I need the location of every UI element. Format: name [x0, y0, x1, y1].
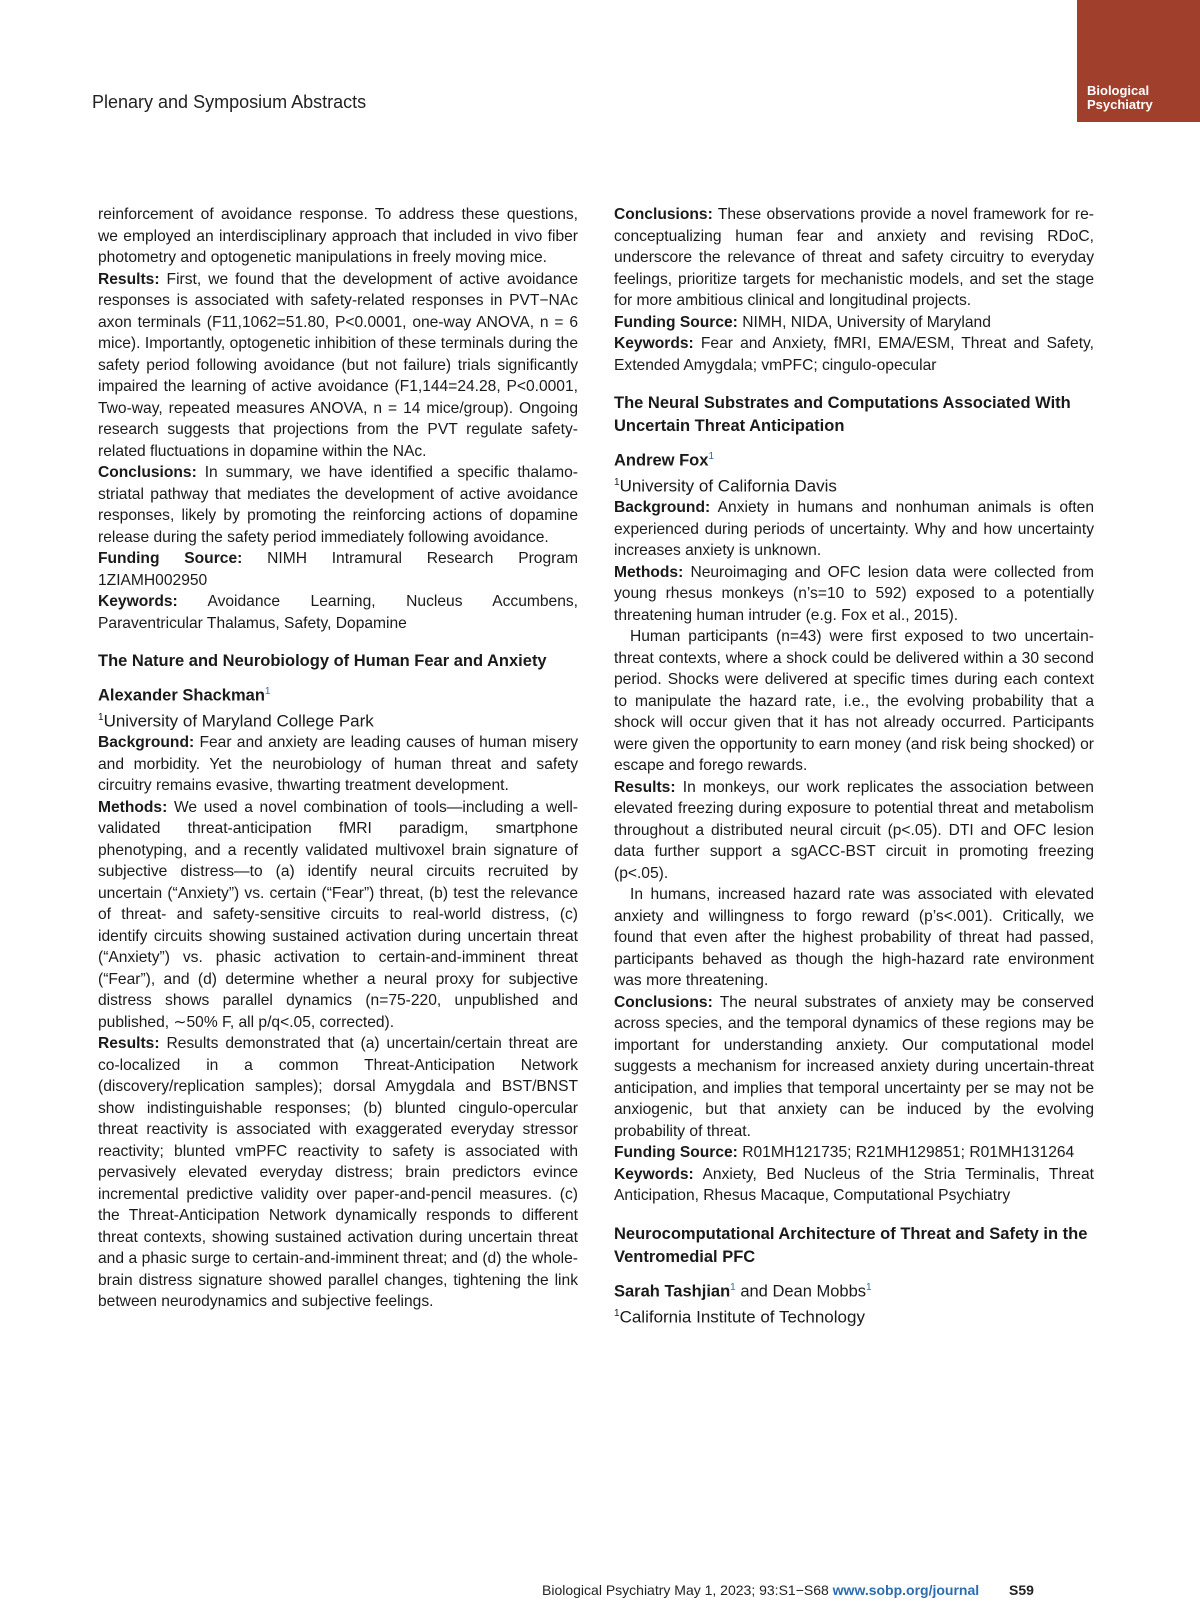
results-section: Results: Results demonstrated that (a) uncertain/certain threat are co-localized in a common Threat-Anticipation Network (discovery/replication samples); dorsal Amygdala and BST/BNST show indistinguishable responses; (b) blunted cingulo-opercular threat reactivity is associated with exaggerated everyday stressor reactivity; blunted vmPFC reactivity to safety is associated with pervasively elevated everyday distress; brain predictors evince incremental predictive validity over paper-and-pencil measures. (c) the Threat-Anticipation Network dynamically responds to different threat contexts, showing sustained activation during uncertain threat and a phasic surge to certain-and-imminent threat; and (d) the whole-brain distress signature showed parallel changes, tightening the link between neurodynamics and subjective feelings. [98, 1035, 578, 1311]
left-column [98, 204, 578, 1313]
author-line: Sarah Tashjian$^1$ and Dean Mobbs$^1$ [614, 1281, 872, 1301]
journal-brand-tab [1077, 0, 1200, 122]
funding-section: Funding Source: R01MH121735; R21MH129851; R01MH131264 [614, 1144, 1075, 1162]
brand-line-2: Psychiatry [1087, 97, 1153, 112]
results-section: Results: First, we found that the development of active avoidance responses is associated with safety-related responses in PVT−NAc axon terminals (F11,1062=51.80, P<0.0001, one-way ANOVA, n = 6 mice). Importantly, optogenetic inhibition of these terminals during the safety period following avoidance (but not failure) trials significantly impaired the learning of active avoidance (F1,144=24.28, P<0.0001, Two-way, repeated measures ANOVA, n = 14 mice/group). Ongoing research suggests that projections from the PVT regulate safety-related fluctuations in dopamine within the NAc. [98, 270, 578, 460]
methods-section: Methods: Neuroimaging and OFC lesion data were collected from young rhesus monkeys (n’s=10 to 592) exposed to a potentially threatening human intruder (e.g. Fox et al., 2015). [614, 563, 1094, 624]
keywords-section: Keywords: Avoidance Learning, Nucleus Accumbens, Paraventricular Thalamus, Safety, Dopamine [98, 593, 578, 632]
author-line: Alexander Shackman$^1$ [98, 686, 271, 705]
funding-section: Funding Source: NIMH, NIDA, University of Maryland [614, 313, 991, 331]
article-title: The Nature and Neurobiology of Human Fear and Anxiety [98, 652, 547, 670]
affiliation: $^1$University of Maryland College Park [98, 711, 374, 731]
right-column [614, 204, 1094, 1328]
conclusions-section: Conclusions: These observations provide a novel framework for re-conceptualizing human fear and anxiety and revising RDoC, underscore the relevance of threat and safety circuitry to everyday feelings, prioritize targets for mechanistic models, and set the stage for more ambitious clinical and longitudinal projects. [614, 206, 1094, 309]
conclusions-section: Conclusions: The neural substrates of anxiety may be conserved across species, and the temporal dynamics of these regions may be important for understanding anxiety. Our computational model suggests a mechanism for increased anxiety during uncertain-threat anticipation, and implies that temporal uncertainty per se may not be anxiogenic, but that anxiety can be induced by the evolving probability of threat. [614, 993, 1094, 1140]
running-header: Plenary and Symposium Abstracts [92, 92, 367, 112]
page-footer [542, 1582, 1034, 1598]
funding-section: Funding Source: NIMH Intramural Research Program 1ZIAMH002950 [98, 550, 578, 589]
page-number: S59 [1009, 1582, 1034, 1598]
article-title: The Neural Substrates and Computations Associated With Uncertain Threat Anticipation [614, 394, 1071, 435]
author-line: Andrew Fox$^1$ [614, 451, 714, 470]
results-continued: In humans, increased hazard rate was associated with elevated anxiety and willingness to forgo reward (p’s<.001). Critically, we found that even after the highest probability of threat had passed, participants behaved as though the high-hazard rate environment was more threatening. [614, 886, 1094, 990]
results-section: Results: In monkeys, our work replicates the association between elevated freezing during exposure to potential threat and metabolism throughout a distributed neural circuit (p<.05). DTI and OFC lesion data further support a sgACC-BST circuit in promoting freezing (p<.05). [614, 778, 1094, 882]
conclusions-section: Conclusions: In summary, we have identified a specific thalamo-striatal pathway that mediates the development of active avoidance responses, likely by promoting the reinforcing actions of dopamine release during the safety period immediately following avoidance. [98, 464, 578, 546]
affiliation: $^1$University of California Davis [614, 476, 837, 496]
background-section: Background: Anxiety in humans and nonhuman animals is often experienced during periods of uncertainty. Why and how uncertainty increases anxiety is unknown. [614, 499, 1094, 560]
methods-continued: Human participants (n=43) were first exposed to two uncertain-threat contexts, where a shock could be delivered within a 30 second period. Shocks were delivered at specific times during each context to manipulate the hazard rate, i.e., the evolving probability that a shock will occur given that it has not already occurred. Participants were given the opportunity to earn money (and risk being shocked) or escape and forego rewards. [614, 628, 1094, 775]
keywords-section: Keywords: Anxiety, Bed Nucleus of the Stria Terminalis, Threat Anticipation, Rhesus Macaque, Computational Psychiatry [614, 1165, 1094, 1205]
article-title: Neurocomputational Architecture of Threat and Safety in the Ventromedial PFC [614, 1224, 1088, 1266]
citation: Biological Psychiatry May 1, 2023; 93:S1−S68 [542, 1582, 829, 1598]
continued-paragraph: reinforcement of avoidance response. To address these questions, we employed an interdisciplinary approach that included in vivo fiber photometry and optogenetic manipulations in freely moving mice. [98, 206, 578, 266]
keywords-section: Keywords: Fear and Anxiety, fMRI, EMA/ESM, Threat and Safety, Extended Amygdala; vmPFC; cingulo-opecular [614, 335, 1094, 374]
affiliation: $^1$California Institute of Technology [614, 1307, 865, 1327]
journal-link[interactable]: www.sobp.org/journal [832, 1582, 980, 1598]
methods-section: Methods: We used a novel combination of tools—including a well-validated threat-anticipation fMRI paradigm, smartphone phenotyping, and a recently validated multivoxel brain signature of subjective distress—to (a) identify neural circuits recruited by uncertain (“Anxiety”) vs. certain (“Fear”) threat, (b) test the relevance of threat- and safety-sensitive circuits to real-world distress, (c) identify circuits showing sustained activation during uncertain threat (“Anxiety”) vs. phasic activation to certain-and-imminent threat (“Fear”), and (d) determine whether a neural proxy for subjective distress shows parallel dynamics (n=75-220, unpublished and published, ∼50% F, all p/q<.05, corrected). [98, 798, 579, 1031]
brand-line-1: Biological [1087, 83, 1150, 98]
background-section: Background: Fear and anxiety are leading causes of human misery and morbidity. Yet the neurobiology of human threat and safety circuitry remains evasive, thwarting treatment development. [98, 734, 578, 795]
